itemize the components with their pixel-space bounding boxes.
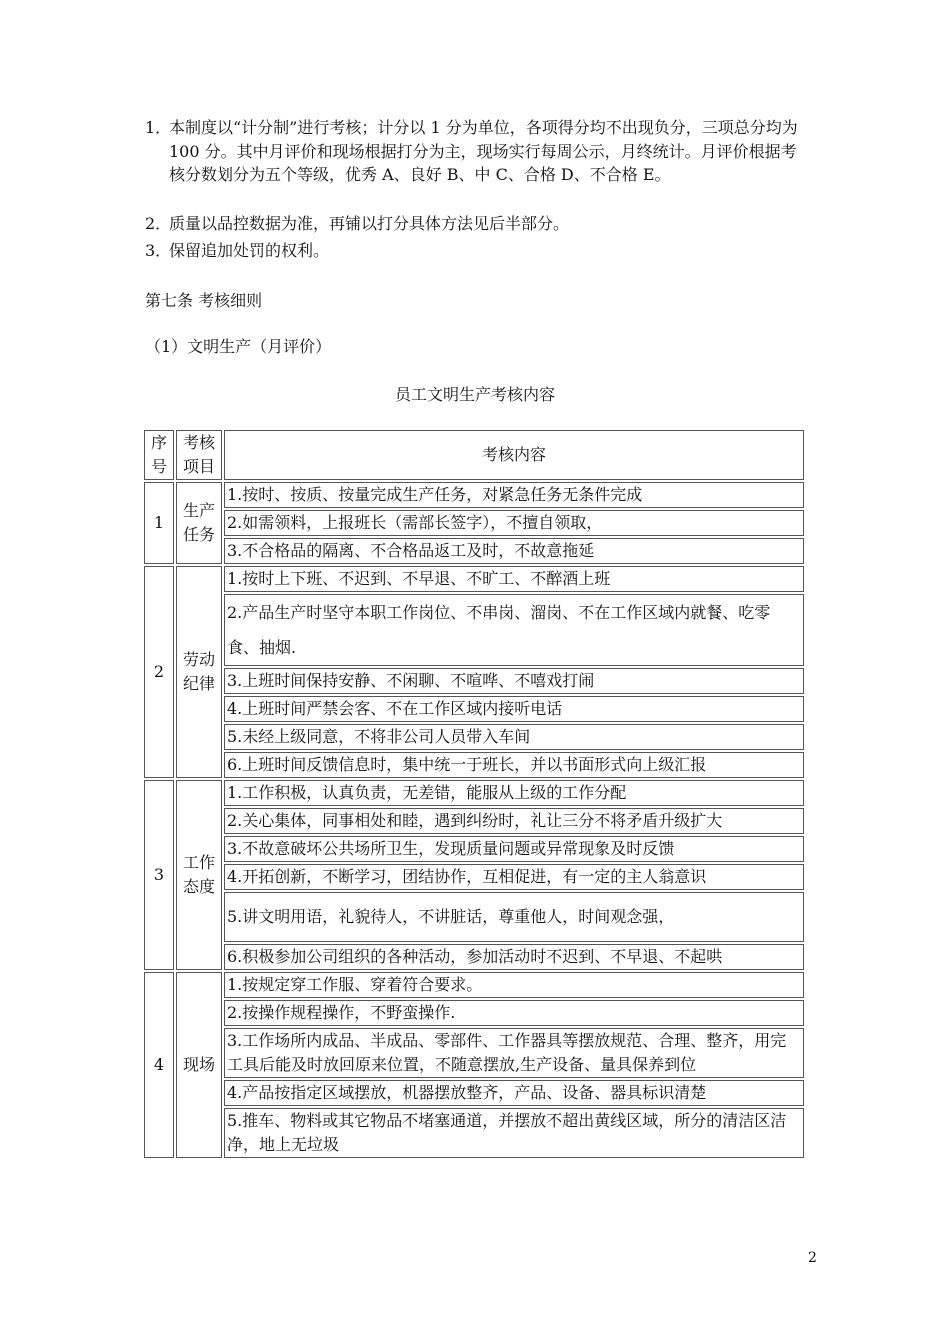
header-seq: 序号 (144, 430, 174, 480)
table-row (144, 944, 804, 970)
page-number: 2 (808, 1250, 817, 1266)
group-item: 现场 (176, 972, 222, 1158)
table-row (144, 752, 804, 778)
intro-item-1 (145, 116, 810, 187)
content-cell: 6.积极参加公司组织的各种活动，参加活动时不迟到、不早退、不起哄 (224, 944, 804, 970)
table-row (144, 482, 804, 508)
table-row (144, 1000, 804, 1026)
content-cell: 3.工作场所内成品、半成品、零部件、工作器具等摆放规范、合理、整齐，用完工具后能及时放回原来位置，不随意摆放,生产设备、量具保养到位 (224, 1028, 804, 1078)
table-caption: 员工文明生产考核内容 (394, 385, 555, 404)
content-cell: 1.工作积极，认真负责，无差错，能服从上级的工作分配 (224, 780, 804, 806)
content-cell: 4.产品按指定区域摆放，机器摆放整齐，产品、设备、器具标识清楚 (224, 1080, 804, 1106)
intro-item-number: 1． (145, 118, 172, 137)
content-cell: 2.关心集体，同事相处和睦，遇到纠纷时，礼让三分不将矛盾升级扩大 (224, 808, 804, 834)
intro-item-number: 2． (145, 214, 172, 233)
table-row (144, 566, 804, 592)
intro-item-2 (145, 212, 810, 236)
content-cell: 5.讲文明用语，礼貌待人，不讲脏话，尊重他人，时间观念强， (224, 892, 804, 942)
content-cell: 3.上班时间保持安静、不闲聊、不喧哗、不嘻戏打闹 (224, 668, 804, 694)
content-cell: 1.按时、按质、按量完成生产任务，对紧急任务无条件完成 (224, 482, 804, 508)
assessment-table (142, 428, 806, 1160)
group-item: 生产任务 (176, 482, 222, 564)
group-item: 劳动纪律 (176, 566, 222, 778)
content-cell: 2.产品生产时坚守本职工作岗位、不串岗、溜岗、不在工作区域内就餐、吃零食、抽烟. (224, 594, 804, 666)
group-item: 工作态度 (176, 780, 222, 970)
intro-item-text: 质量以品控数据为准，再铺以打分具体方法见后半部分。 (169, 214, 570, 233)
table-row (144, 892, 804, 942)
table-row (144, 668, 804, 694)
group-seq: 3 (144, 780, 174, 970)
table-row (144, 510, 804, 536)
table-row (144, 836, 804, 862)
content-cell: 1.按规定穿工作服、穿着符合要求。 (224, 972, 804, 998)
article-title: 第七条 考核细则 (145, 291, 263, 310)
content-cell: 1.按时上下班、不迟到、不早退、不旷工、不醉酒上班 (224, 566, 804, 592)
group-seq: 2 (144, 566, 174, 778)
intro-item-text: 保留追加处罚的权利。 (169, 241, 330, 260)
content-cell: 6.上班时间反馈信息时，集中统一于班长，并以书面形式向上级汇报 (224, 752, 804, 778)
table-row (144, 864, 804, 890)
intro-item-number: 3． (145, 241, 172, 260)
table-row (144, 808, 804, 834)
intro-item-text: 本制度以“计分制”进行考核；计分以 1 分为单位，各项得分均不出现负分，三项总分均为 100 分。其中月评价和现场根据打分为主，现场实行每周公示，月终统计。月评价根据考核分数划分为五个等级，优秀 A、良好 B、中 C、合格 D、不合格 E。 (169, 118, 798, 184)
table-row (144, 1108, 804, 1158)
table-row (144, 1028, 804, 1078)
content-cell: 3.不故意破坏公共场所卫生，发现质量问题或异常现象及时反馈 (224, 836, 804, 862)
subsection-title: （1）文明生产（月评价） (145, 337, 332, 356)
content-cell: 5.推车、物料或其它物品不堵塞通道，并摆放不超出黄线区域，所分的清洁区洁净，地上无垃圾 (224, 1108, 804, 1158)
table-row (144, 594, 804, 666)
table-row (144, 972, 804, 998)
group-seq: 1 (144, 482, 174, 564)
content-cell: 3.不合格品的隔离、不合格品返工及时，不故意拖延 (224, 538, 804, 564)
table-row (144, 538, 804, 564)
header-item: 考核项目 (176, 430, 222, 480)
content-cell: 4.开拓创新，不断学习，团结协作，互相促进，有一定的主人翁意识 (224, 864, 804, 890)
header-content: 考核内容 (224, 430, 804, 480)
table-row (144, 780, 804, 806)
group-seq: 4 (144, 972, 174, 1158)
content-cell: 5.未经上级同意，不将非公司人员带入车间 (224, 724, 804, 750)
table-row (144, 724, 804, 750)
content-cell: 4.上班时间严禁会客、不在工作区域内接听电话 (224, 696, 804, 722)
intro-item-3 (145, 239, 810, 263)
table-header-row (144, 430, 804, 480)
table-row (144, 696, 804, 722)
table-row (144, 1080, 804, 1106)
content-cell: 2.如需领料，上报班长（需部长签字），不擅自领取， (224, 510, 804, 536)
content-cell: 2.按操作规程操作，不野蛮操作. (224, 1000, 804, 1026)
